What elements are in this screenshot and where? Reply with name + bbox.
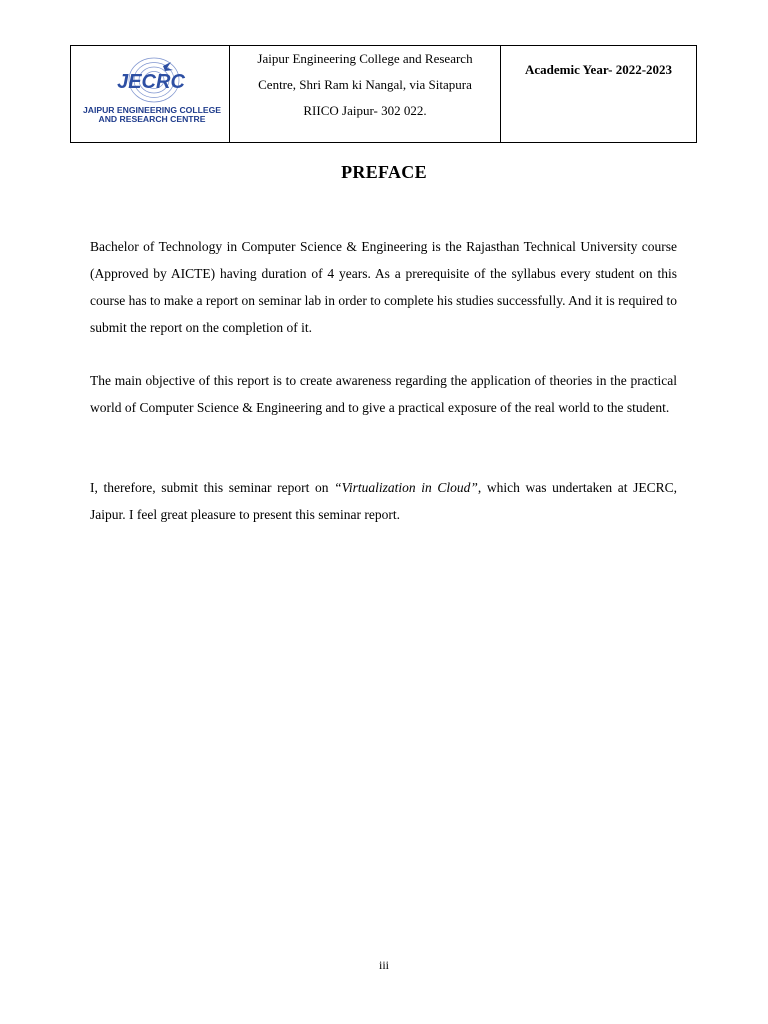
academic-year: Academic Year- 2022-2023 <box>524 62 673 77</box>
academic-year-cell <box>501 46 697 143</box>
page-title: PREFACE <box>341 162 427 182</box>
header-table <box>70 45 697 143</box>
address-line-2: Centre, Shri Ram ki Nangal, via Sitapura <box>258 77 472 92</box>
paragraph-1-text: Bachelor of Technology in Computer Science & Engineering is the Rajasthan Technical University course (Approved by AICTE) having duration of 4 years. As a prerequisite of the syllabus every student on this course has to make a report on seminar lab in order to complete his studies successfully. And it is required to submit the report on the completion of it. <box>90 239 677 335</box>
paragraph-1 <box>90 233 677 341</box>
address-line-3: RIICO Jaipur- 302 022. <box>303 103 427 118</box>
logo-cell <box>71 46 230 143</box>
jecrc-logo <box>79 54 225 124</box>
paragraph-3-before: I, therefore, submit this seminar report on <box>90 480 335 495</box>
address-cell <box>230 46 501 143</box>
logo-mark-text: JECRC <box>117 71 185 93</box>
paragraph-3-after: , which was undertaken at JECRC, Jaipur. I feel great pleasure to present this seminar report. <box>90 480 677 522</box>
logo-line1: JAIPUR ENGINEERING COLLEGE <box>83 105 221 115</box>
report-title: “Virtualization in Cloud” <box>334 480 478 495</box>
logo-line2: AND RESEARCH CENTRE <box>98 114 206 124</box>
paragraph-3 <box>90 474 677 528</box>
page-number: iii <box>378 958 389 972</box>
address-line-1: Jaipur Engineering College and Research <box>257 51 473 66</box>
paragraph-2 <box>90 367 677 421</box>
paragraph-2-text: The main objective of this report is to create awareness regarding the application of theories in the practical world of Computer Science & Engineering and to give a practical exposure of the real world to the student. <box>90 373 677 415</box>
